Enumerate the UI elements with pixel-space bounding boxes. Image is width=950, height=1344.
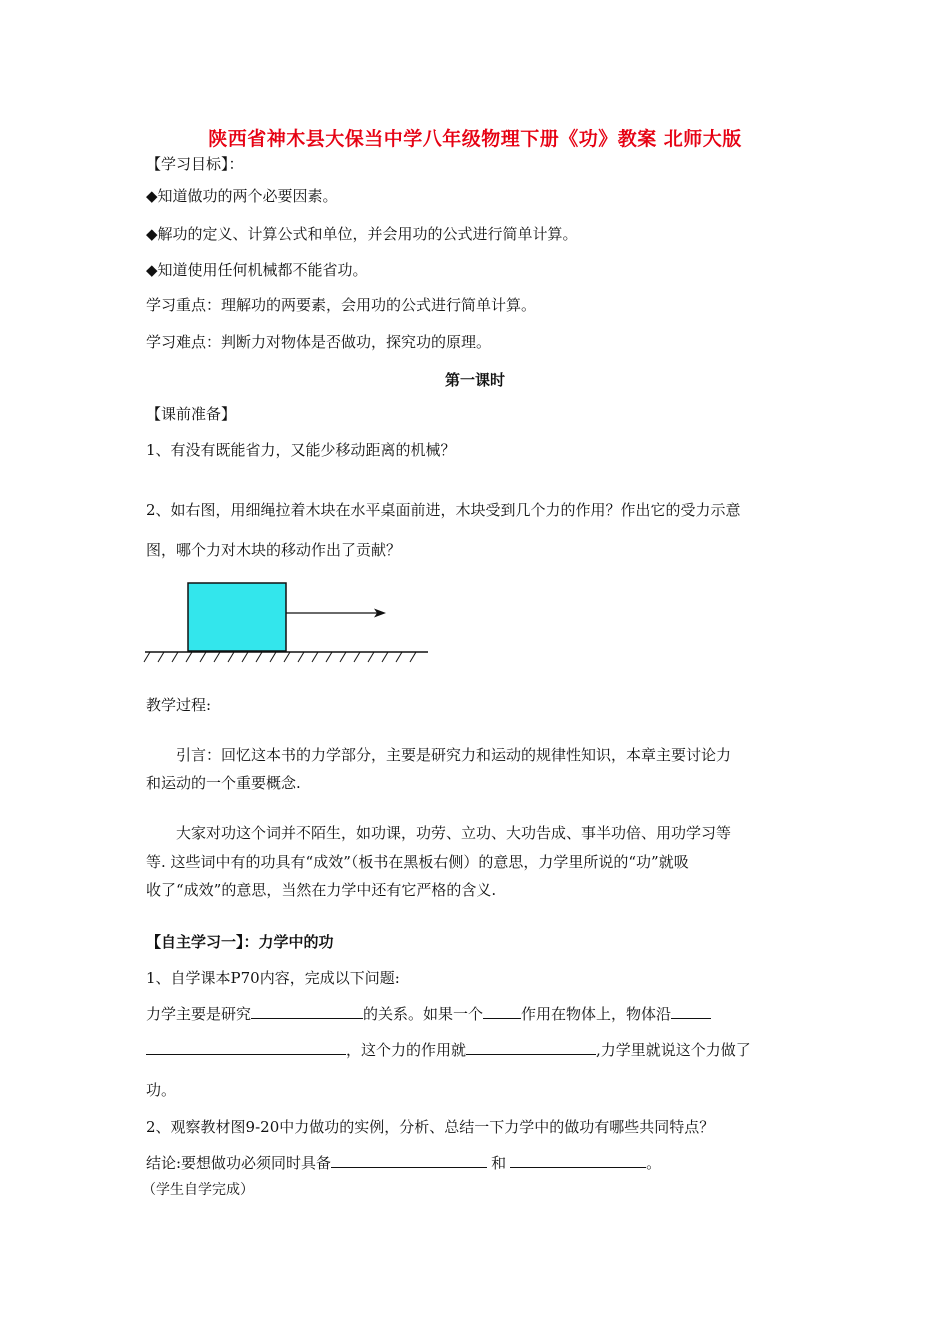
difficult-point: 学习难点：判断力对物体是否做功，探究功的原理。: [146, 333, 492, 351]
paragraph-2-line-3: 收了“成效”的意思，当然在力学中还有它严格的含义.: [146, 881, 497, 899]
self-study-note: （学生自学完成）: [142, 1182, 254, 1198]
fill-line-1: [146, 1004, 711, 1024]
blank-3[interactable]: [671, 1004, 711, 1019]
self-study-heading: [146, 932, 334, 952]
conclusion-text-b: 和: [491, 1154, 507, 1172]
self-study-label: 【自主学习一】：: [146, 933, 259, 951]
goal-item-1: ◆知道做功的两个必要因素。: [146, 187, 338, 205]
fill-2-text-b: ,力学里就说这个力做了: [596, 1041, 751, 1059]
conclusion-text-a: 结论:要想做功必须同时具备: [146, 1154, 332, 1172]
hatch-mark: [144, 652, 150, 662]
prep-question-2-line1: 2、如右图，用细绳拉着木块在水平桌面前进，木块受到几个力的作用？作出它的受力示意: [146, 501, 741, 519]
blank-6[interactable]: [331, 1153, 487, 1168]
hatch-mark: [354, 652, 360, 662]
blank-5[interactable]: [466, 1040, 596, 1055]
conclusion-line: [146, 1153, 661, 1173]
prep-question-1: 1、有没有既能省力，又能少移动距离的机械？: [146, 441, 456, 459]
lesson-heading: 第一课时: [444, 371, 505, 389]
fill-1-text-b: 的关系。如果一个: [363, 1005, 484, 1023]
wooden-block: [188, 583, 286, 651]
hatch-mark: [396, 652, 402, 662]
paragraph-2-line-1: 大家对功这个词并不陌生，如功课，功劳、立功、大功告成、事半功倍、用功学习等: [176, 824, 732, 842]
hatch-mark: [298, 652, 304, 662]
self-study-question-2: 2、观察教材图9-20中力做功的实例，分析、总结一下力学中的做功有哪些共同特点？: [146, 1118, 715, 1136]
blank-4[interactable]: [146, 1040, 346, 1055]
hatch-mark: [186, 652, 192, 662]
intro-line-1: 引言：回忆这本书的力学部分，主要是研究力和运动的规律性知识，本章主要讨论力: [176, 746, 732, 764]
process-heading: 教学过程:: [146, 696, 212, 714]
hatch-mark: [326, 652, 332, 662]
goal-item-2: ◆解功的定义、计算公式和单位，并会用功的公式进行简单计算。: [146, 225, 578, 243]
hatch-mark: [270, 652, 276, 662]
ground-hatching: [144, 652, 416, 662]
hatch-mark: [340, 652, 346, 662]
fill-2-text-a: ，这个力的作用就: [346, 1041, 467, 1059]
hatch-mark: [382, 652, 388, 662]
blank-1[interactable]: [251, 1004, 363, 1019]
hatch-mark: [214, 652, 220, 662]
hatch-mark: [368, 652, 374, 662]
hatch-mark: [200, 652, 206, 662]
fill-line-2: [146, 1040, 751, 1060]
hatch-mark: [242, 652, 248, 662]
goals-heading: 【学习目标】：: [146, 155, 244, 173]
blank-2[interactable]: [483, 1004, 521, 1019]
paragraph-2-line-2: 等. 这些词中有的功具有“成效”（板书在黑板右侧）的意思，力学里所说的“功”就吸: [146, 853, 689, 871]
hatch-mark: [312, 652, 318, 662]
prep-question-2-line2: 图，哪个力对木块的移动作出了贡献？: [146, 541, 402, 559]
fill-1-text-a: 力学主要是研究: [146, 1005, 252, 1023]
key-point: 学习重点：理解功的两要素，会用功的公式进行简单计算。: [146, 296, 537, 314]
force-diagram: [140, 570, 440, 670]
prep-heading: 【课前准备】: [146, 405, 237, 423]
hatch-mark: [158, 652, 164, 662]
goal-item-3: ◆知道使用任何机械都不能省功。: [146, 261, 368, 279]
self-study-topic: 力学中的功: [258, 933, 334, 951]
hatch-mark: [256, 652, 262, 662]
conclusion-text-c: 。: [646, 1154, 662, 1172]
blank-7[interactable]: [510, 1153, 646, 1168]
self-study-question-1: 1、自学课本P70内容，完成以下问题:: [146, 969, 400, 987]
intro-line-2: 和运动的一个重要概念.: [146, 774, 301, 792]
hatch-mark: [228, 652, 234, 662]
hatch-mark: [410, 652, 416, 662]
fill-1-text-c: 作用在物体上，物体沿: [521, 1005, 672, 1023]
document-title: 陕西省神木县大保当中学八年级物理下册《功》教案 北师大版: [208, 128, 742, 150]
fill-line-3: 功。: [146, 1081, 177, 1099]
hatch-mark: [172, 652, 178, 662]
hatch-mark: [284, 652, 290, 662]
